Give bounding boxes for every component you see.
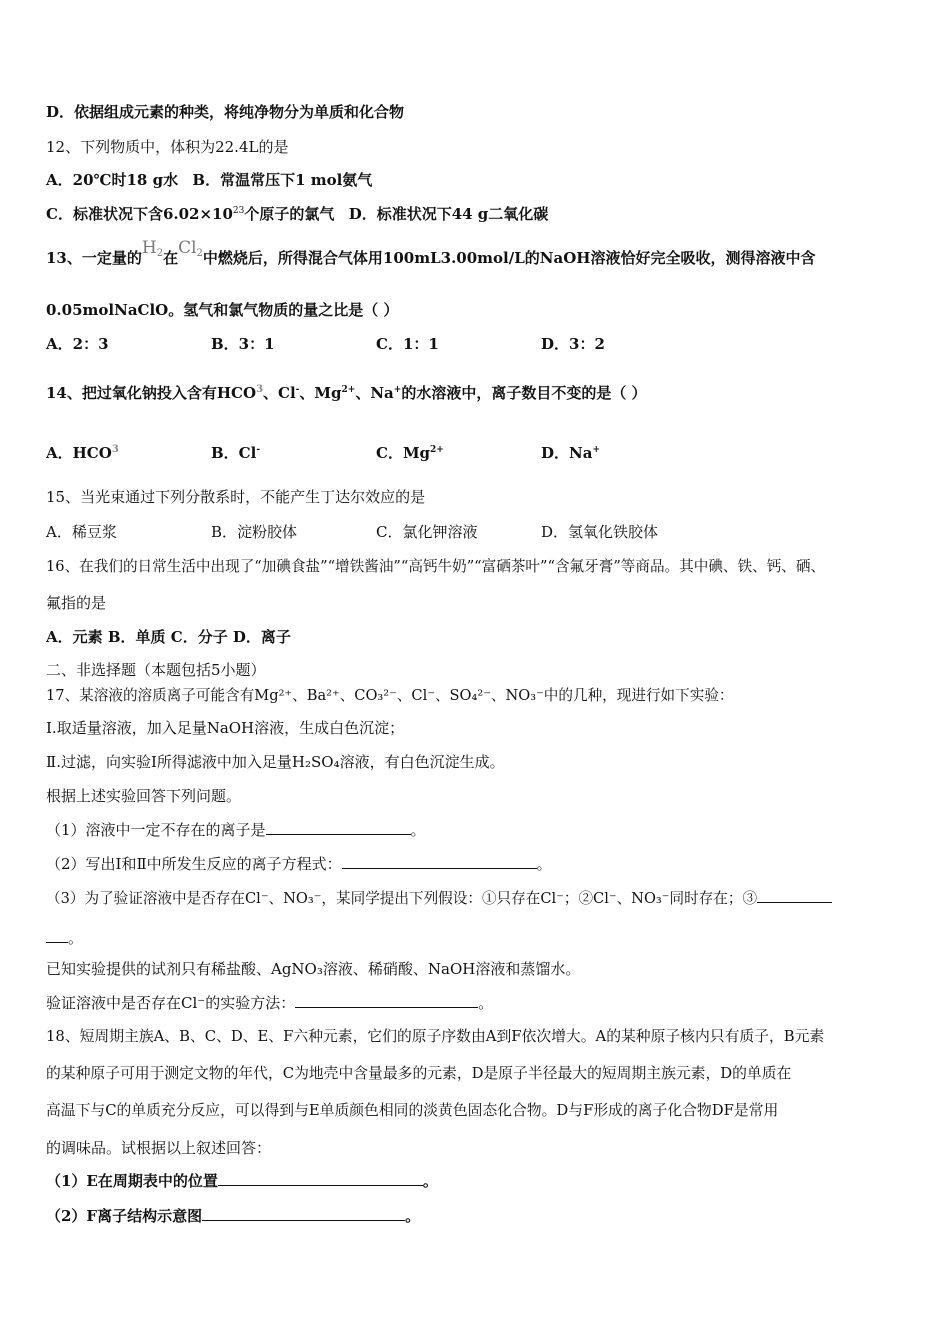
q13-option-a: A．2：3 xyxy=(46,335,109,353)
q15-options xyxy=(46,522,746,542)
q13-stem-line2: 0.05molNaClO。氢气和氯气物质的量之比是（ ） xyxy=(46,301,399,319)
q15-option-d: D．氢氧化铁胶体 xyxy=(541,523,659,541)
q14-option-a: A．HCO$^3$ xyxy=(46,444,119,462)
q15-option-a: A．稀豆浆 xyxy=(46,523,117,541)
q18-part2: （2）F离子结构示意图 。 xyxy=(46,1207,421,1225)
q12-stem: 12、下列物质中，体积为22.4L的是 xyxy=(46,138,289,156)
q17-part3: （3）为了验证溶液中是否存在Cl⁻、NO₃⁻，某同学提出下列假设：①只存在Cl⁻；②Cl⁻、NO₃⁻同时存在；③ xyxy=(46,888,832,909)
q17-answer-blank-2[interactable] xyxy=(342,854,537,869)
q14-option-c: C．$Mg^{2+}$ xyxy=(376,444,444,462)
q12-option-a: A．20℃时18 g水 xyxy=(46,171,179,189)
q13-option-b: B．3：1 xyxy=(211,335,275,353)
q17-answer-blank-3b[interactable] xyxy=(46,928,68,943)
q18-answer-blank-2[interactable] xyxy=(202,1206,405,1221)
q17-stem: 17、某溶液的溶质离子可能含有Mg²⁺、Ba²⁺、CO₃²⁻、Cl⁻、SO₄²⁻、NO₃⁻中的几种，现进行如下实验： xyxy=(46,687,734,704)
q16-stem-line1: 16、在我们的日常生活中出现了“加碘食盐”“增铁酱油”“高钙牛奶”“富硒茶叶”“含氟牙膏”等商品。其中碘、铁、钙、硒、 xyxy=(46,558,826,575)
q13-stem: 13、一定量的H2在Cl2中燃烧后，所得混合气体用100mL3.00mol/L的NaOH溶液恰好完全吸收，测得溶液中含 xyxy=(46,238,816,267)
q17-part1: （1）溶液中一定不存在的离子是 。 xyxy=(46,821,426,839)
q17-answer-blank-1[interactable] xyxy=(266,820,411,835)
q16-options: A．元素 B．单质 C．分子 D．离子 xyxy=(46,628,291,646)
q16-stem-line2: 氟指的是 xyxy=(46,594,107,612)
q15-stem: 15、当光束通过下列分散系时，不能产生丁达尔效应的是 xyxy=(46,488,426,506)
q18-line4: 的调味品。试根据以上叙述回答： xyxy=(46,1139,272,1157)
q13-option-d: D．3：2 xyxy=(541,335,605,353)
q17-reagents: 已知实验提供的试剂只有稀盐酸、AgNO₃溶液、稀硝酸、NaOH溶液和蒸馏水。 xyxy=(46,960,581,978)
q12-option-c: C．标准状况下含$6.02\times 10^{23}$个原子的氯气 xyxy=(46,205,335,223)
q17-exp2: Ⅱ.过滤，向实验Ⅰ所得滤液中加入足量H₂SO₄溶液，有白色沉淀生成。 xyxy=(46,753,505,771)
q14-option-d: D．Na+ xyxy=(541,444,600,462)
q12-option-d: D．标准状况下44 g二氧化碳 xyxy=(348,205,549,223)
q17-method: 验证溶液中是否存在Cl⁻的实验方法： 。 xyxy=(46,994,494,1012)
q14-option-b: B．Cl- xyxy=(211,444,261,462)
q18-answer-blank-1[interactable] xyxy=(218,1171,423,1186)
q12-option-b: B．常温常压下1 mol氨气 xyxy=(192,171,373,189)
q18-part1: （1）E在周期表中的位置 。 xyxy=(46,1172,438,1190)
q18-line1: 18、短周期主族A、B、C、D、E、F六种元素，它们的原子序数由A到F依次增大。A的某种原子核内只有质子，B元素 xyxy=(46,1028,825,1045)
q18-line2: 的某种原子可用于测定文物的年代，C为地壳中含量最多的元素，D是原子半径最大的短周期主族元素，D的单质在 xyxy=(46,1065,792,1082)
q12-options-ab xyxy=(46,170,372,190)
q11-option-d: D．依据组成元素的种类，将纯净物分为单质和化合物 xyxy=(46,103,405,121)
q17-part2: （2）写出Ⅰ和Ⅱ中所发生反应的离子方程式： 。 xyxy=(46,855,552,873)
q17-exp1: Ⅰ.取适量溶液，加入足量NaOH溶液，生成白色沉淀； xyxy=(46,719,405,737)
cl2-formula: Cl2 xyxy=(178,238,203,259)
q17-part3-cont: 。 xyxy=(46,928,83,948)
q17-answer-blank-4[interactable] xyxy=(295,993,478,1008)
section-title: 二、非选择题（本题包括5小题） xyxy=(46,661,266,679)
q12-options-cd xyxy=(46,204,548,224)
q18-line3: 高温下与C的单质充分反应，可以得到与E单质颜色相同的淡黄色固态化合物。D与F形成的离子化合物DF是常用 xyxy=(46,1102,779,1119)
q15-option-c: C．氯化钾溶液 xyxy=(376,523,478,541)
q13-option-c: C．1：1 xyxy=(376,335,439,353)
h2-formula: H2 xyxy=(141,238,164,259)
q17-prompt: 根据上述实验回答下列问题。 xyxy=(46,787,242,805)
q14-stem: 14、把过氧化钠投入含有HCO$^3$、Cl-、$Mg^{2+}$、Na+的水溶液中，离子数目不变的是（ ） xyxy=(46,384,647,402)
q15-option-b: B．淀粉胶体 xyxy=(211,523,298,541)
q14-options xyxy=(46,440,666,463)
q13-options xyxy=(46,334,666,354)
q17-answer-blank-3a[interactable] xyxy=(757,888,832,903)
